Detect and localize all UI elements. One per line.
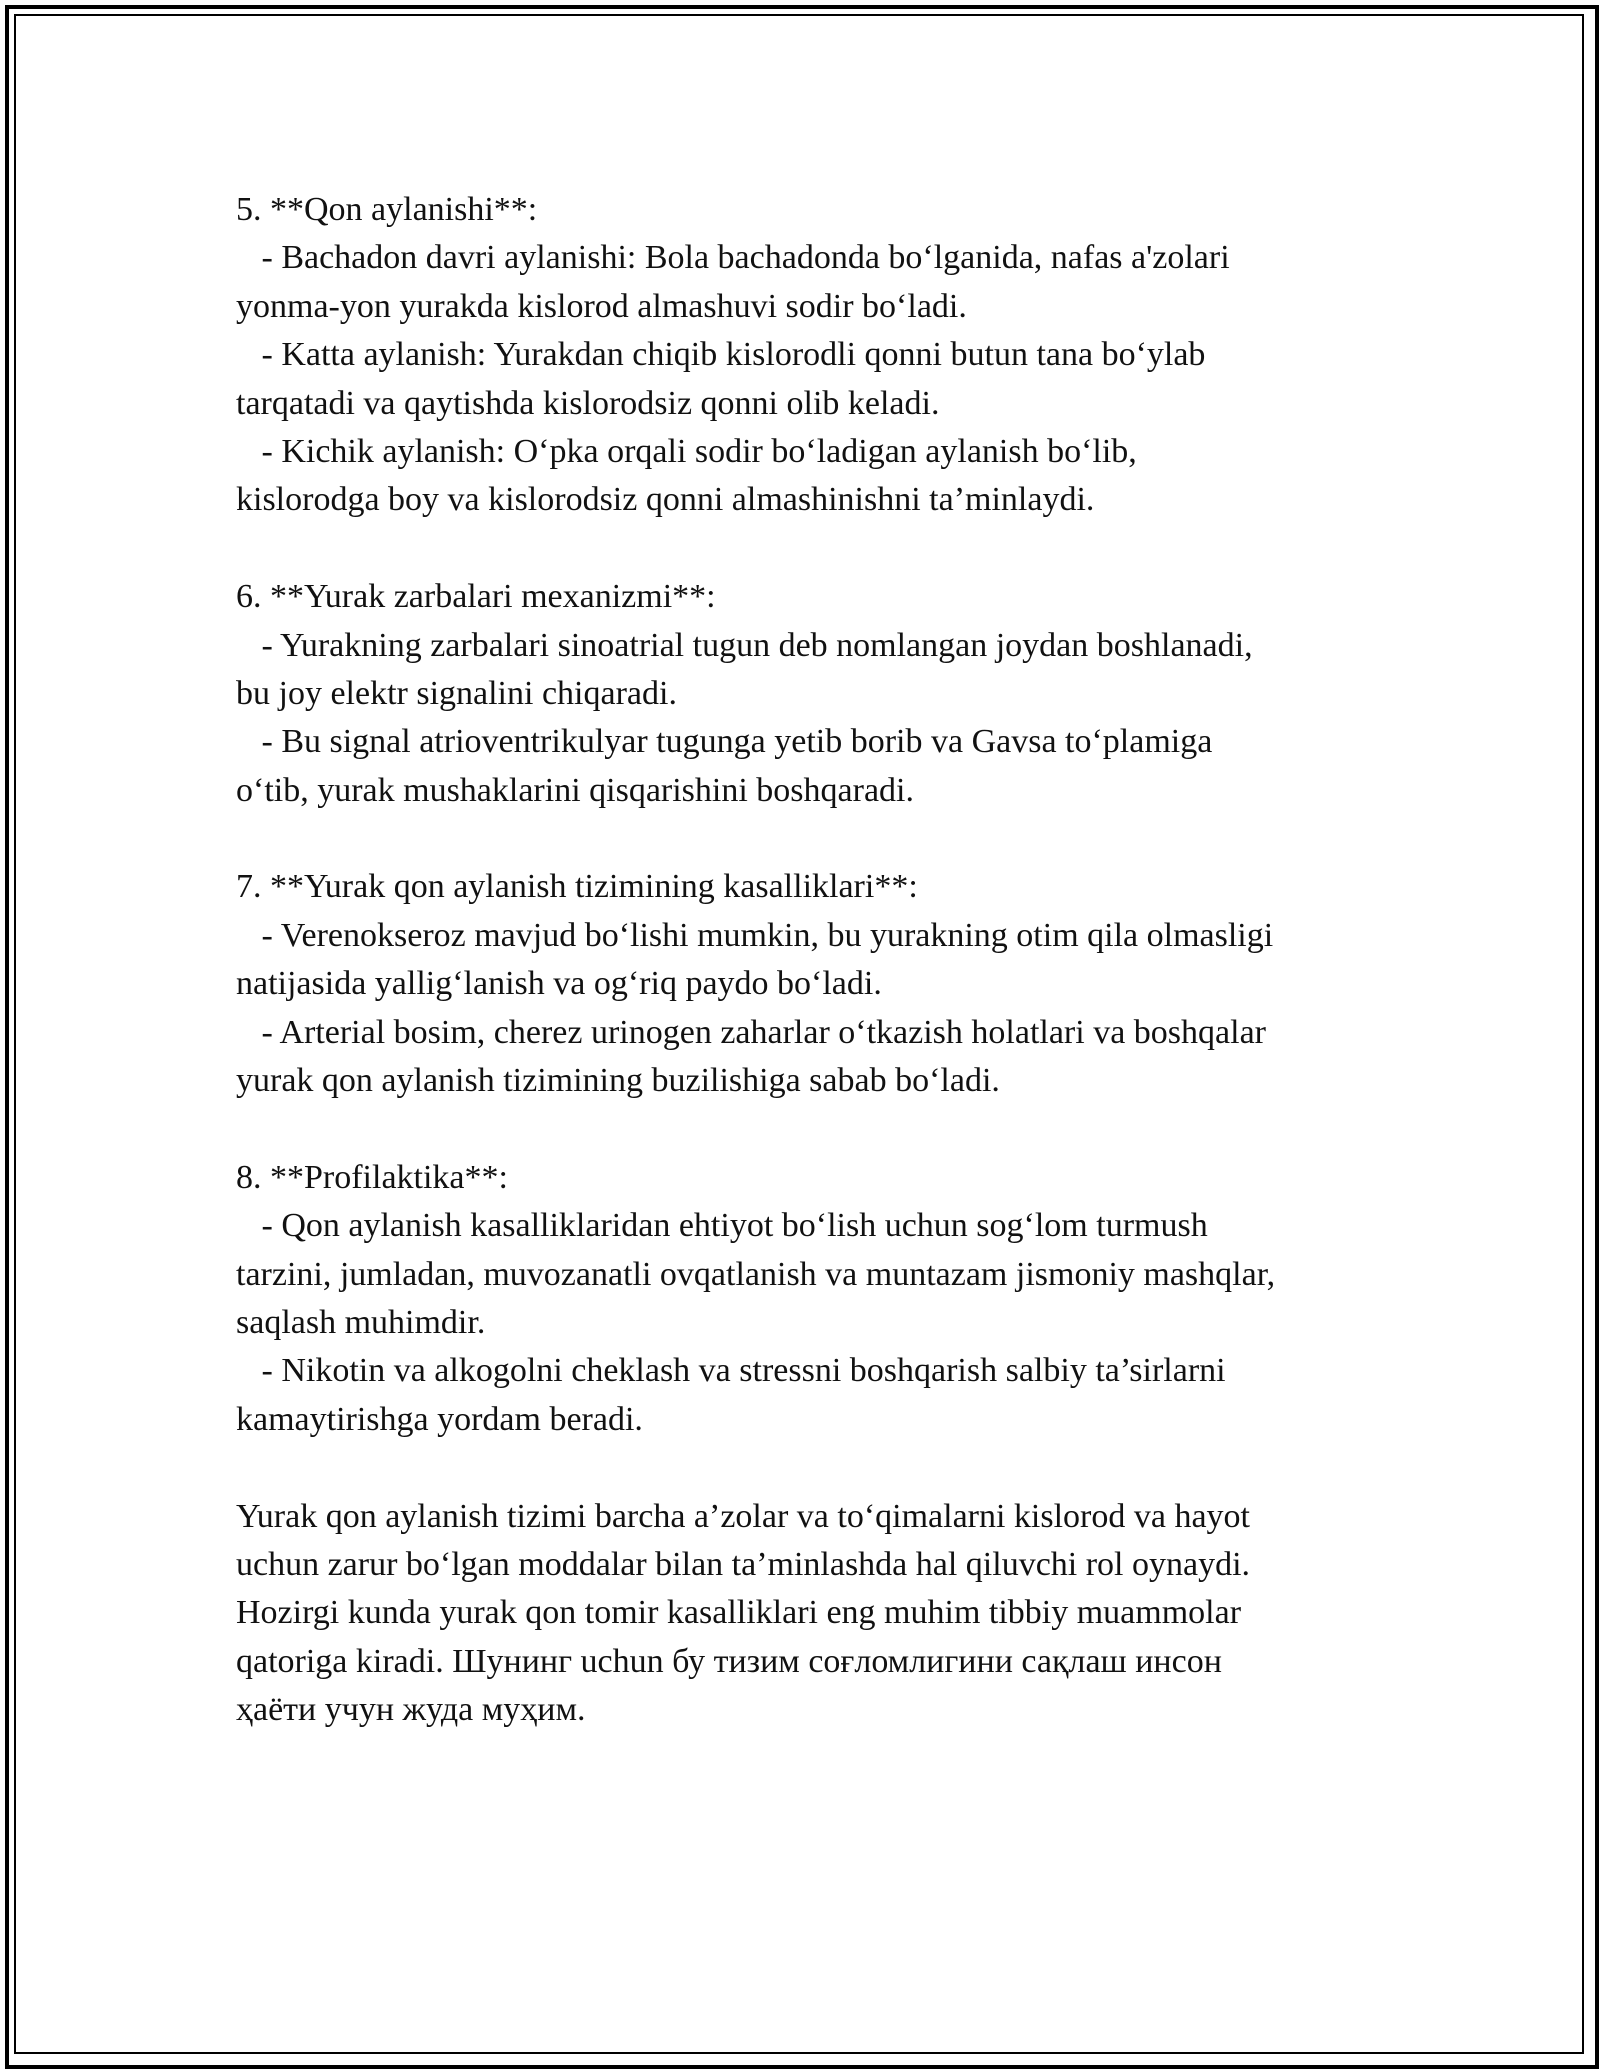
text-line: - Nikotin va alkogolni cheklash va stressni boshqarish salbiy ta’sirlarni: [236, 1352, 1226, 1390]
paragraph-gap: [236, 1444, 1376, 1492]
text-line: natijasida yallig‘lanish va og‘riq paydo bo‘ladi.: [236, 965, 882, 1003]
text-line: qatoriga kiradi. Шунинг uchun бу тизим соғломлигини сақлаш инсон: [236, 1642, 1222, 1680]
text-line: o‘tib, yurak mushaklarini qisqarishini boshqaradi.: [236, 771, 914, 809]
text-line: - Katta aylanish: Yurakdan chiqib kislorodli qonni butun tana bo‘ylab: [236, 336, 1206, 374]
text-line: kislorodga boy va kislorodsiz qonni almashinishni ta’minlaydi.: [236, 481, 1095, 519]
text-line: Yurak qon aylanish tizimi barcha a’zolar va to‘qimalarni kislorod va hayot: [236, 1497, 1251, 1535]
text-line: tarzini, jumladan, muvozanatli ovqatlanish va muntazam jismoniy mashqlar,: [236, 1255, 1276, 1293]
text-line: - Qon aylanish kasalliklaridan ehtiyot bo‘lish uchun sog‘lom turmush: [236, 1207, 1208, 1245]
section-heading: 7. **Yurak qon aylanish tizimining kasalliklari**:: [236, 868, 918, 906]
text-line: ҳаёти учун жуда муҳим.: [236, 1691, 586, 1729]
section-qon-aylanishi: [236, 186, 1376, 525]
section-kasalliklari: [236, 863, 1376, 1105]
text-line: - Arterial bosim, cherez urinogen zaharlar o‘tkazish holatlari va boshqalar: [236, 1013, 1266, 1051]
text-line: kamaytirishga yordam beradi.: [236, 1400, 643, 1438]
text-line: yonma-yon yurakda kislorod almashuvi sodir bo‘ladi.: [236, 287, 967, 325]
text-line: yurak qon aylanish tizimining buzilishiga sabab bo‘ladi.: [236, 1062, 1000, 1100]
section-profilaktika: [236, 1154, 1376, 1444]
section-heading: 8. **Profilaktika**:: [236, 1158, 508, 1196]
text-line: - Bachadon davri aylanishi: Bola bachadonda bo‘lganida, nafas a'zolari: [236, 239, 1230, 277]
section-yurak-zarbalari: [236, 573, 1376, 815]
text-line: Hozirgi kunda yurak qon tomir kasalliklari eng muhim tibbiy muammolar: [236, 1594, 1242, 1632]
text-line: - Kichik aylanish: O‘pka orqali sodir bo‘ladigan aylanish bo‘lib,: [236, 432, 1137, 470]
text-line: uchun zarur bo‘lgan moddalar bilan ta’minlashda hal qiluvchi rol oynaydi.: [236, 1545, 1251, 1583]
text-line: - Verenokseroz mavjud bo‘lishi mumkin, bu yurakning otim qila olmasligi: [236, 916, 1274, 954]
text-line: tarqatadi va qaytishda kislorodsiz qonni olib keladi.: [236, 384, 940, 422]
text-line: bu joy elektr signalini chiqaradi.: [236, 674, 677, 712]
text-line: - Bu signal atrioventrikulyar tugunga yetib borib va Gavsa to‘plamiga: [236, 723, 1213, 761]
text-line: saqlash muhimdir.: [236, 1303, 486, 1341]
section-heading: 5. **Qon aylanishi**:: [236, 191, 538, 228]
paragraph-gap: [236, 815, 1376, 863]
paragraph-gap: [236, 525, 1376, 573]
document-body: [236, 186, 1376, 1735]
conclusion-paragraph: [236, 1493, 1376, 1735]
section-heading: 6. **Yurak zarbalari mexanizmi**:: [236, 578, 716, 616]
paragraph-gap: [236, 1105, 1376, 1153]
text-line: - Yurakning zarbalari sinoatrial tugun deb nomlangan joydan boshlanadi,: [236, 626, 1253, 664]
